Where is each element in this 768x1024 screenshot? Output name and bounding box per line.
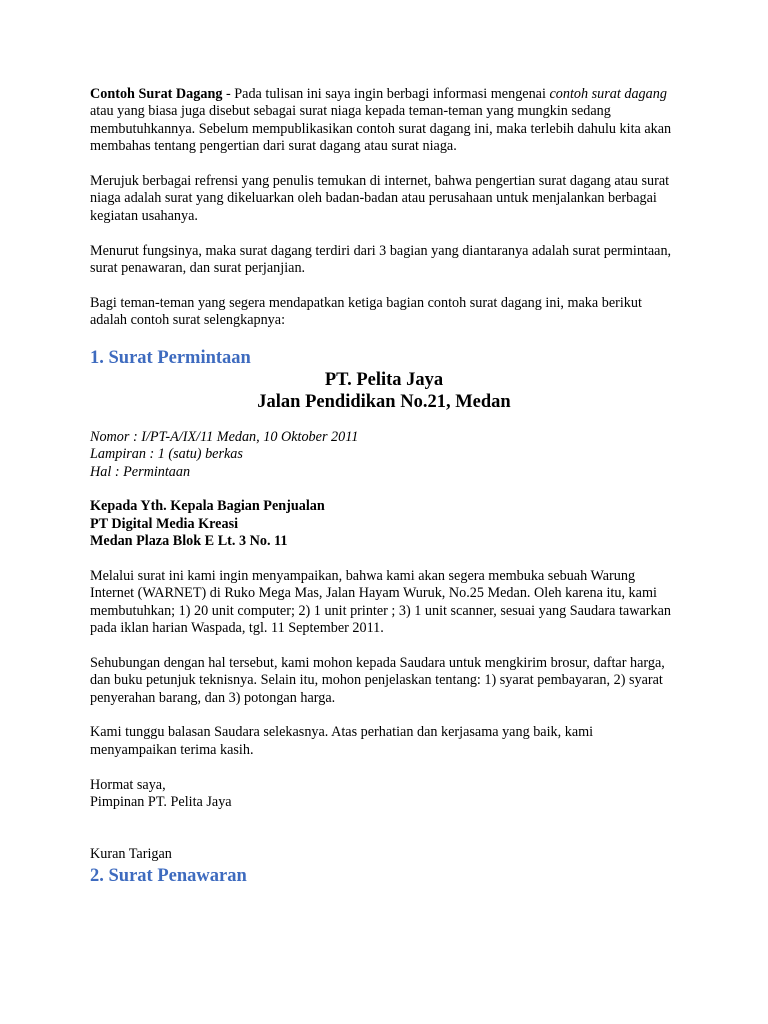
letter-recipient [90, 498, 678, 550]
recipient-line-2: PT Digital Media Kreasi [90, 515, 239, 532]
letter-hal: Hal : Permintaan [90, 463, 191, 480]
intro-rest-text: atau yang biasa juga disebut sebagai surat niaga kepada teman-teman yang mungkin sedang membutuhkannya. Sebelum mempublikasikan contoh surat dagang ini, maka terlebih dahulu kita akan membahas tentang pengertian dari surat dagang atau surat niaga. [90, 103, 672, 155]
letter-lampiran: Lampiran : 1 (satu) berkas [90, 446, 243, 463]
closing-salutation: Hormat saya, [90, 776, 166, 793]
recipient-line-1: Kepada Yth. Kepala Bagian Penjualan [90, 498, 325, 515]
letter-body-paragraph-1: Melalui surat ini kami ingin menyampaikan, bahwa kami akan segera membuka sebuah Warung Internet (WARNET) di Ruko Mega Mas, Jalan Hayam Wuruk, No.25 Medan. Oleh karena itu, kami membutuhkan; 1) 20 unit computer; 2) 1 unit printer ; 3) 1 unit scanner, sesuai yang Saudara tawarkan pada iklan harian Waspada, tgl. 11 September 2011. [90, 567, 671, 637]
paragraph-function: Menurut fungsinya, maka surat dagang terdiri dari 3 bagian yang diantaranya adalah surat permintaan, surat penawaran, dan surat perjanjian. [90, 242, 672, 277]
intro-title: Contoh Surat Dagang [90, 86, 223, 102]
letter-closing [90, 777, 678, 812]
signer-name: Kuran Tarigan [90, 845, 172, 862]
letterhead-company: PT. Pelita Jaya [324, 370, 444, 391]
section-heading-surat-penawaran: 2. Surat Penawaran [90, 865, 247, 886]
letter-nomor: Nomor : I/PT-A/IX/11 Medan, 10 Oktober 2011 [90, 429, 359, 446]
intro-paragraph [90, 86, 678, 156]
letter-body-paragraph-3: Kami tunggu balasan Saudara selekasnya. Atas perhatian dan kerjasama yang baik, kami menyampaikan terima kasih. [90, 724, 594, 758]
paragraph-definition: Merujuk berbagai refrensi yang penulis temukan di internet, bahwa pengertian surat dagang atau surat niaga adalah surat yang dikeluarkan oleh badan-badan atau perusahaan untuk menjalankan berbagai kegiatan usahanya. [90, 173, 670, 224]
letterhead-address: Jalan Pendidikan No.21, Medan [257, 392, 511, 413]
paragraph-lead-in: Bagi teman-teman yang segera mendapatkan ketiga bagian contoh surat dagang ini, maka berikut adalah contoh surat selengkapnya: [90, 294, 642, 329]
recipient-line-3: Medan Plaza Blok E Lt. 3 No. 11 [90, 533, 288, 550]
letter-body-paragraph-2: Sehubungan dengan hal tersebut, kami mohon kepada Saudara untuk mengkirim brosur, daftar harga, dan buku petunjuk teknisnya. Selain itu, mohon penjelaskan tentang: 1) syarat pembayaran, 2) syarat penyerahan barang, dan 3) potongan harga. [90, 654, 665, 706]
letter-meta [90, 429, 678, 481]
closing-title: Pimpinan PT. Pelita Jaya [90, 794, 232, 811]
section-heading-surat-permintaan: 1. Surat Permintaan [90, 348, 251, 369]
intro-italic-phrase: contoh surat dagang [549, 86, 667, 102]
intro-separator-text: - Pada tulisan ini saya ingin berbagi informasi mengenai [222, 86, 550, 102]
